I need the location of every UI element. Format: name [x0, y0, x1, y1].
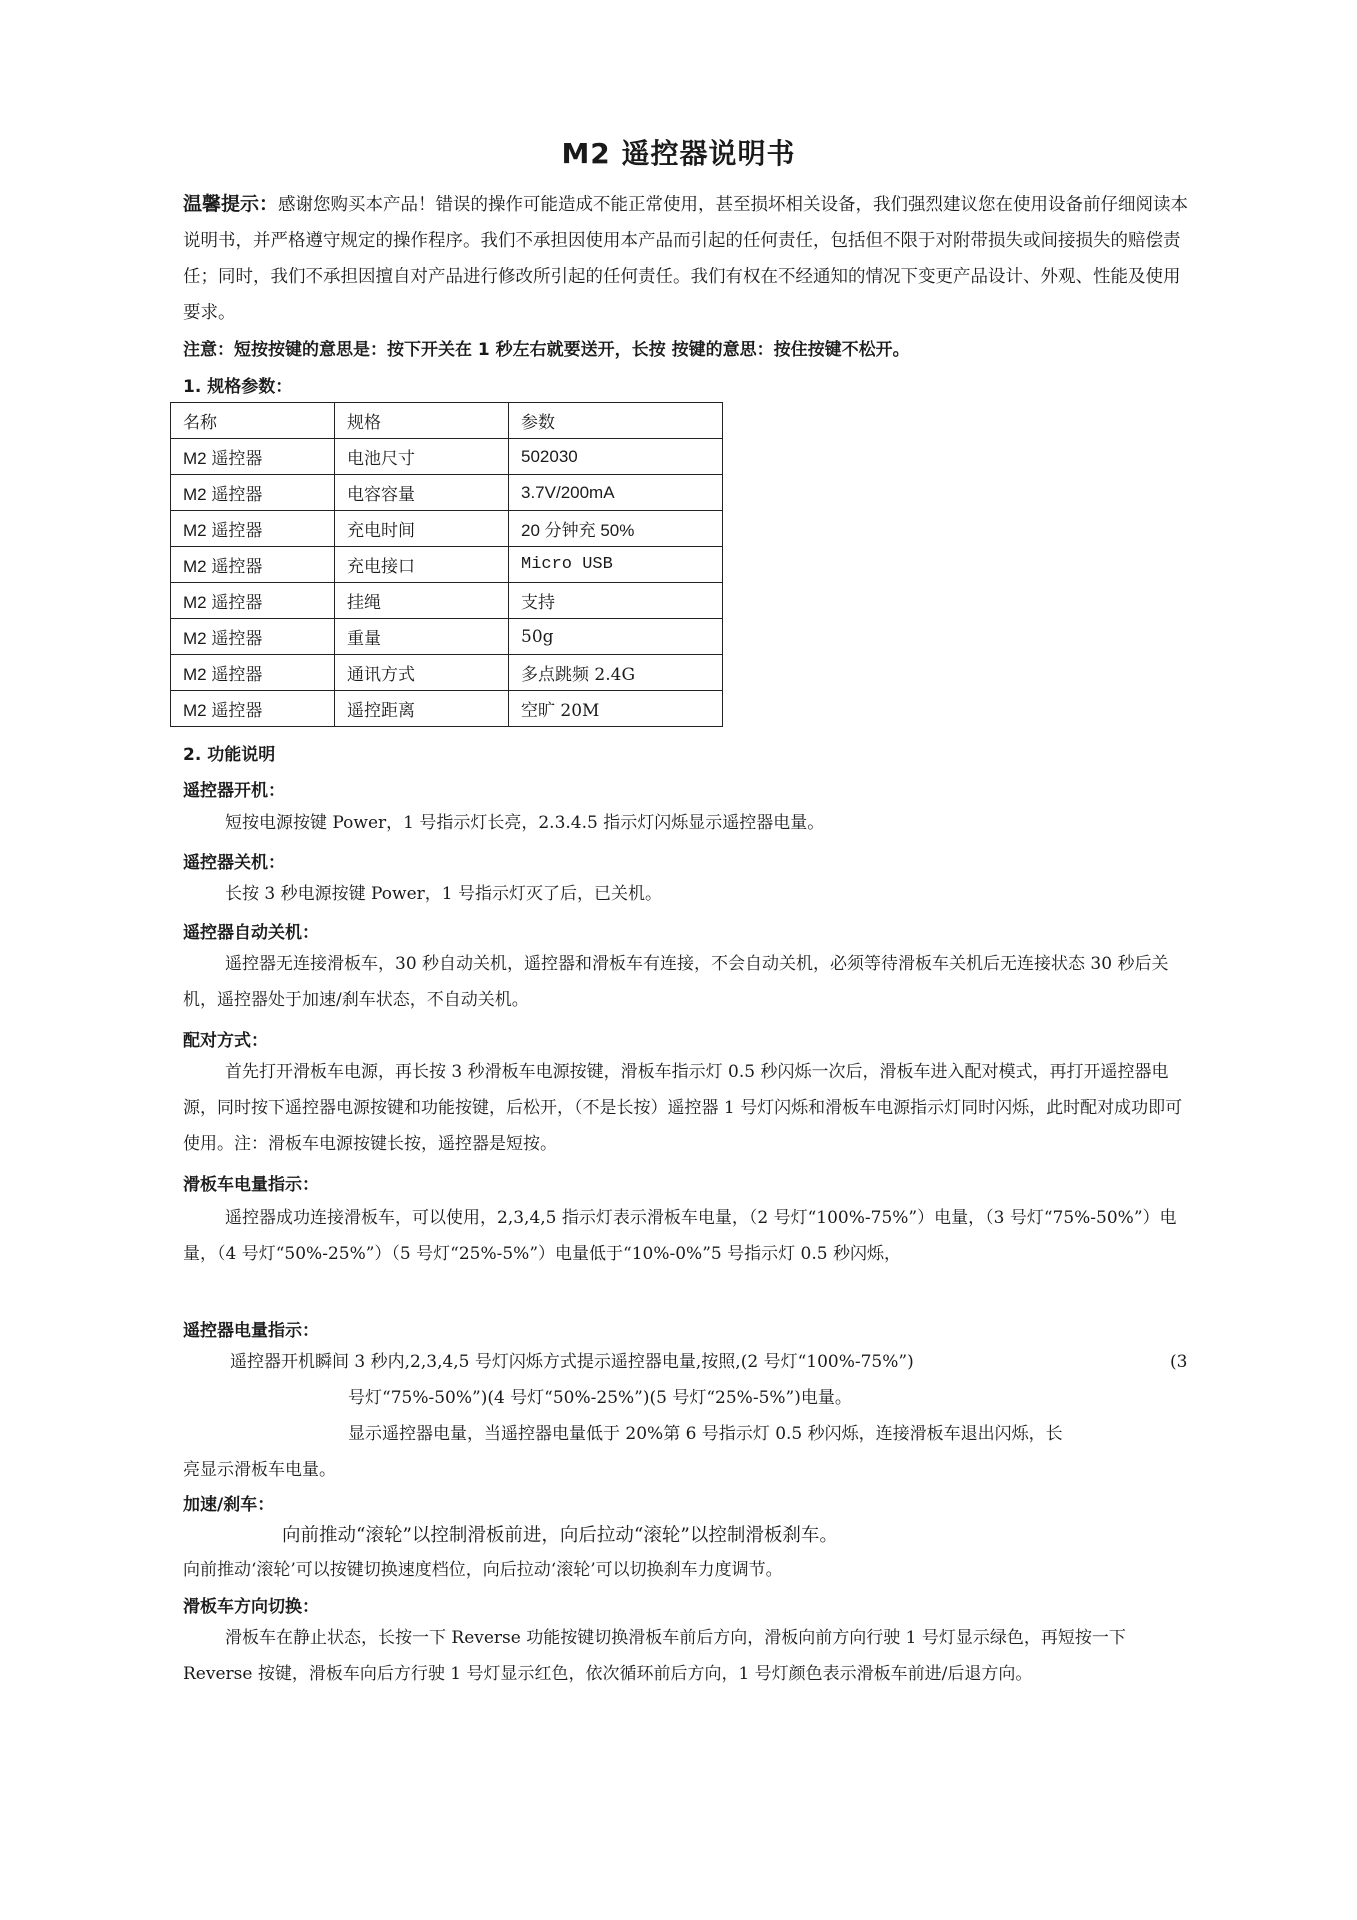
table-cell: 支持 — [509, 583, 723, 619]
table-cell: 电容容量 — [335, 475, 509, 511]
table-cell: M2 遥控器 — [171, 691, 335, 727]
table-row — [171, 547, 723, 583]
table-cell: 空旷 20M — [509, 691, 723, 727]
document-title: M2 遥控器说明书 — [561, 137, 796, 170]
table-cell: M2 遥控器 — [171, 619, 335, 655]
warm-tip-paragraph — [183, 186, 1193, 331]
table-header-row — [171, 403, 723, 439]
notice-line: 注意：短按按键的意思是：按下开关在 1 秒左右就要送开，长按 按键的意思：按住按键不松开。 — [183, 340, 910, 360]
section-2-heading: 2. 功能说明 — [183, 745, 276, 765]
auto-off-heading: 遥控器自动关机： — [183, 923, 319, 943]
pairing-text: 首先打开滑板车电源，再长按 3 秒滑板车电源按键，滑板车指示灯 0.5 秒闪烁一次后，滑板车进入配对模式，再打开遥控器电源，同时按下遥控器电源按键和功能按键，后松开，（不是长按）遥控器 1 号灯闪烁和滑板车电源指示灯同时闪烁，此时配对成功即可使用。注：滑板车电源按键长按，遥控器是短按。 — [183, 1062, 1183, 1154]
remote-battery-line-4: 亮显示滑板车电量。 — [183, 1460, 336, 1480]
table-cell: Micro USB — [509, 547, 723, 583]
auto-off-text: 遥控器无连接滑板车，30 秒自动关机，遥控器和滑板车有连接，不会自动关机，必须等待滑板车关机后无连接状态 30 秒后关机，遥控器处于加速/刹车状态，不自动关机。 — [183, 954, 1169, 1010]
table-cell: M2 遥控器 — [171, 547, 335, 583]
remote-battery-line-3: 显示遥控器电量，当遥控器电量低于 20%第 6 号指示灯 0.5 秒闪烁，连接滑板车退出闪烁，长 — [348, 1424, 1063, 1444]
table-cell: 3.7V/200mA — [509, 475, 723, 511]
accel-brake-line-1: 向前推动“滚轮”以控制滑板前进，向后拉动“滚轮”以控制滑板刹车。 — [282, 1525, 838, 1546]
accel-brake-heading: 加速/刹车： — [183, 1495, 275, 1515]
table-row — [171, 655, 723, 691]
spec-table — [170, 402, 723, 727]
table-cell: 20 分钟充 50% — [509, 511, 723, 547]
table-row — [171, 439, 723, 475]
table-cell: 电池尺寸 — [335, 439, 509, 475]
table-row — [171, 619, 723, 655]
accel-brake-line-2: 向前推动‘滚轮’可以按键切换速度档位，向后拉动‘滚轮’可以切换刹车力度调节。 — [183, 1560, 783, 1580]
table-cell: M2 遥控器 — [171, 655, 335, 691]
table-cell: M2 遥控器 — [171, 511, 335, 547]
table-cell: M2 遥控器 — [171, 475, 335, 511]
power-off-heading: 遥控器关机： — [183, 853, 285, 873]
power-on-heading: 遥控器开机： — [183, 781, 285, 801]
pairing-heading: 配对方式： — [183, 1031, 268, 1051]
scooter-battery-heading: 滑板车电量指示： — [183, 1175, 319, 1195]
table-row — [171, 511, 723, 547]
table-header-cell: 参数 — [509, 403, 723, 439]
table-cell: 通讯方式 — [335, 655, 509, 691]
warm-tip-text: 感谢您购买本产品！错误的操作可能造成不能正常使用，甚至损坏相关设备，我们强烈建议您在使用设备前仔细阅读本说明书，并严格遵守规定的操作程序。我们不承担因使用本产品而引起的任何责任，包括但不限于对附带损失或间接损失的赔偿责任；同时，我们不承担因擅自对产品进行修改所引起的任何责任。我们有权在不经通知的情况下变更产品设计、外观、性能及使用要求。 — [183, 195, 1189, 323]
power-on-text: 短按电源按键 Power，1 号指示灯长亮，2.3.4.5 指示灯闪烁显示遥控器电量。 — [225, 813, 825, 833]
table-cell: 50g — [509, 619, 723, 655]
scooter-battery-text: 遥控器成功连接滑板车，可以使用，2,3,4,5 指示灯表示滑板车电量，（2 号灯“100%-75%”）电量，（3 号灯“75%-50%”）电量，（4 号灯“50%-25%”）（5 号灯“25%-5%”）电量低于“10%-0%”5 号指示灯 0.5 秒闪烁， — [183, 1208, 1177, 1264]
table-cell: 遥控距离 — [335, 691, 509, 727]
table-cell: 502030 — [509, 439, 723, 475]
section-1-heading: 1. 规格参数： — [183, 377, 293, 397]
remote-battery-line-1-tail: (3 — [1170, 1352, 1188, 1372]
table-cell: 挂绳 — [335, 583, 509, 619]
power-off-text: 长按 3 秒电源按键 Power，1 号指示灯灭了后，已关机。 — [225, 884, 662, 904]
remote-battery-heading: 遥控器电量指示： — [183, 1321, 319, 1341]
direction-heading: 滑板车方向切换： — [183, 1597, 319, 1617]
table-cell: 充电时间 — [335, 511, 509, 547]
table-cell: 重量 — [335, 619, 509, 655]
table-header-cell: 规格 — [335, 403, 509, 439]
table-row — [171, 583, 723, 619]
table-row — [171, 691, 723, 727]
table-row — [171, 475, 723, 511]
remote-battery-line-2: 号灯“75%-50%”)(4 号灯“50%-25%”)(5 号灯“25%-5%”)电量。 — [348, 1388, 852, 1408]
remote-battery-line-1: 遥控器开机瞬间 3 秒内,2,3,4,5 号灯闪烁方式提示遥控器电量,按照,(2 号灯“100%-75%”) — [230, 1352, 914, 1372]
table-cell: 多点跳频 2.4G — [509, 655, 723, 691]
table-cell: 充电接口 — [335, 547, 509, 583]
table-cell: M2 遥控器 — [171, 583, 335, 619]
table-header-cell: 名称 — [171, 403, 335, 439]
table-cell: M2 遥控器 — [171, 439, 335, 475]
direction-text: 滑板车在静止状态，长按一下 Reverse 功能按键切换滑板车前后方向，滑板向前方向行驶 1 号灯显示绿色，再短按一下 Reverse 按键，滑板车向后方行驶 1 号灯显示红色，依次循环前后方向，1 号灯颜色表示滑板车前进/后退方向。 — [183, 1628, 1126, 1684]
warm-tip-label: 温馨提示： — [183, 193, 279, 215]
